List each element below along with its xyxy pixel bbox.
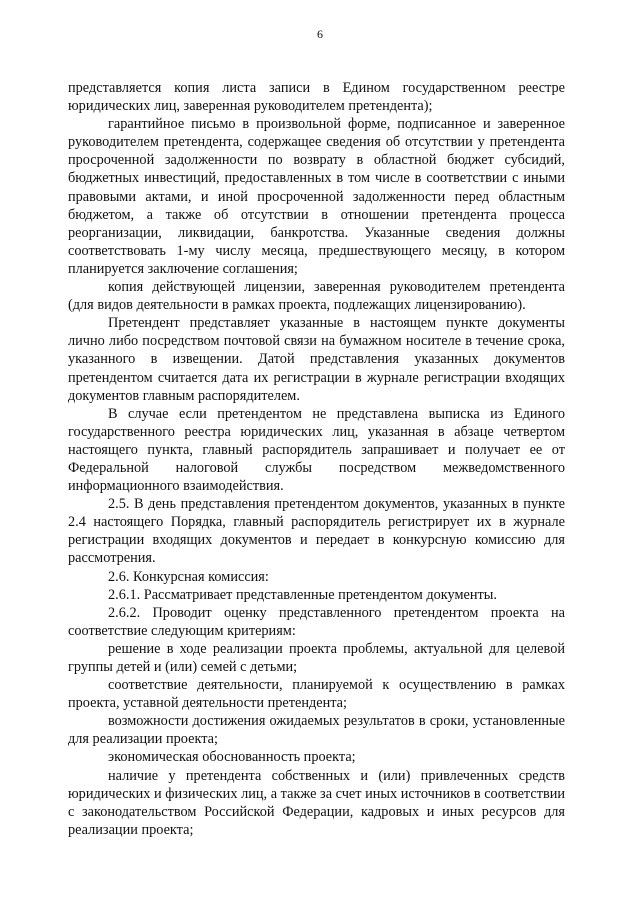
criterion-economic-justification: экономическая обоснованность проекта; [108, 749, 356, 766]
paragraph-guarantee-letter: гарантийное письмо в произвольной форме, подписанное и заверенное руководителем претендента, содержащее сведения об отсутствии у претендента просроченной задолженности по возврату в областной бюджет субсидий, бюджетных инвестиций, предоставленных в том числе в соответствии с иными правовыми актами, и иной просроченной задолженности перед областным бюджетом, а также об отсутствии в отношении претендента процесса реорганизации, ликвидации, банкротства. Указанные сведения должны соответствовать 1-му числу месяца, предшествующего месяцу, в котором планируется заключение соглашения; [68, 116, 565, 277]
criterion-problem-solution: решение в ходе реализации проекта проблемы, актуальной для целевой группы детей и (или) семей с детьми; [68, 640, 565, 675]
paragraph-continuation: представляется копия листа записи в Едином государственном реестре юридических лиц, заверенная руководителем претендента); [68, 80, 565, 115]
page-number: 6 [317, 27, 323, 41]
paragraph-2-5: 2.5. В день представления претендентом документов, указанных в пункте 2.4 настоящего Порядка, главный распорядитель регистрирует их в журнале регистрации входящих документов и передает в конкурсную комиссию для рассмотрения. [68, 496, 565, 567]
paragraph-license-copy: копия действующей лицензии, заверенная руководителем претендента (для видов деятельности в рамках проекта, подлежащих лицензированию). [68, 279, 565, 314]
paragraph-2-6-2: 2.6.2. Проводит оценку представленного претендентом проекта на соответствие следующим критериям: [68, 604, 565, 639]
document-body [68, 79, 565, 839]
criterion-activity-compliance: соответствие деятельности, планируемой к осуществлению в рамках проекта, уставной деятельности претендента; [68, 677, 565, 712]
paragraph-submission-method: Претендент представляет указанные в настоящем пункте документы лично либо посредством почтовой связи на бумажном носителе в течение срока, указанного в извещении. Датой представления указанных документов претендентом считается дата их регистрации в журнале регистрации входящих документов главным распорядителем. [68, 315, 565, 404]
paragraph-registry-extract: В случае если претендентом не представлена выписка из Единого государственного реестра юридических лиц, указанная в абзаце четвертом настоящего пункта, главный распорядитель запрашивает и получает ее от Федеральной налоговой службы посредством межведомственного информационного взаимодействия. [68, 405, 565, 495]
criterion-results-achievability: возможности достижения ожидаемых результатов в сроки, установленные для реализации проекта; [68, 713, 565, 748]
paragraph-2-6: 2.6. Конкурсная комиссия: [108, 568, 269, 585]
criterion-resources-availability: наличие у претендента собственных и (или) привлеченных средств юридических и физических лиц, а также за счет иных источников в соответствии с законодательством Российской Федерации, кадровых и иных ресурсов для реализации проекта; [68, 767, 565, 838]
paragraph-2-6-1: 2.6.1. Рассматривает представленные претендентом документы. [108, 586, 497, 603]
